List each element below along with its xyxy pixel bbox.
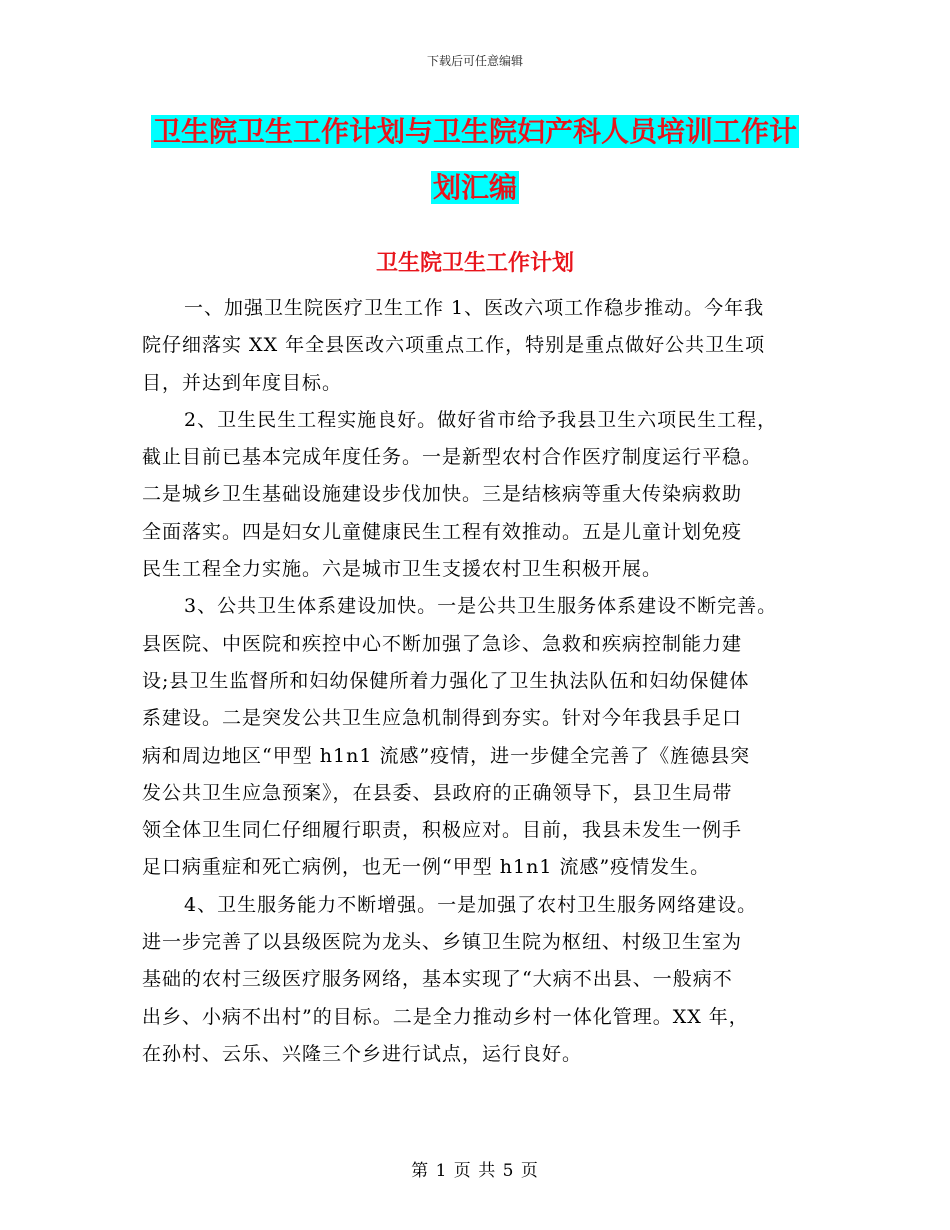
section-title: 卫生院卫生工作计划 xyxy=(375,251,574,276)
paragraph-line: 4、卫生服务能力不断增强。一是加强了农村卫生服务网络建设。 xyxy=(184,893,758,916)
paragraph-line: 3、公共卫生体系建设加快。一是公共卫生服务体系建设不断完善。 xyxy=(184,595,778,618)
paragraph-line: 一、加强卫生院医疗卫生工作 1、医改六项工作稳步推动。今年我 xyxy=(184,297,765,319)
paragraph-line: 出乡、小病不出村”的目标。二是全力推动乡村一体化管理。XX 年， xyxy=(142,1005,749,1028)
page-number-footer: 第 1 页 共 5 页 xyxy=(411,1161,539,1181)
paragraph-line: 目，并达到年度目标。 xyxy=(142,371,343,394)
paragraph-line: 进一步完善了以县级医院为龙头、乡镇卫生院为枢纽、村级卫生室为 xyxy=(142,931,743,954)
paragraph-line: 病和周边地区“甲型 h1n1 流感”疫情，进一步健全完善了《旌德县突 xyxy=(142,744,751,767)
page-header: 下载后可任意编辑 xyxy=(426,54,523,68)
document-title xyxy=(140,104,810,216)
paragraph-line: 设;县卫生监督所和妇幼保健所着力强化了卫生执法队伍和妇幼保健体 xyxy=(142,669,750,692)
paragraph-line: 系建设。二是突发公共卫生应急机制得到夯实。针对今年我县手足口 xyxy=(142,707,743,730)
paragraph-line: 发公共卫生应急预案》，在县委、县政府的正确领导下，县卫生局带 xyxy=(142,781,733,804)
document-title-line-2: 划汇编 xyxy=(432,171,517,204)
paragraph-line: 民生工程全力实施。六是城市卫生支援农村卫生积极开展。 xyxy=(142,558,663,581)
paragraph-line: 二是城乡卫生基础设施建设步伐加快。三是结核病等重大传染病救助 xyxy=(142,483,743,506)
paragraph-line: 足口病重症和死亡病例，也无一例“甲型 h1n1 流感”疫情发生。 xyxy=(142,856,711,879)
body-text xyxy=(142,290,822,1073)
paragraph-line: 院仔细落实 XX 年全县医改六项重点工作，特别是重点做好公共卫生项 xyxy=(142,334,766,357)
paragraph-line: 2、卫生民生工程实施良好。做好省市给予我县卫生六项民生工程， xyxy=(184,408,778,431)
paragraph-line: 领全体卫生同仁仔细履行职责，积极应对。目前，我县未发生一例手 xyxy=(142,819,743,842)
paragraph-line: 县医院、中医院和疾控中心不断加强了急诊、急救和疾病控制能力建 xyxy=(142,632,743,655)
document-title-line-1: 卫生院卫生工作计划与卫生院妇产科人员培训工作计 xyxy=(152,115,797,148)
paragraph-line: 全面落实。四是妇女儿童健康民生工程有效推动。五是儿童计划免疫 xyxy=(142,520,743,543)
paragraph-line: 在孙村、云乐、兴隆三个乡进行试点，运行良好。 xyxy=(142,1042,583,1065)
paragraph-line: 基础的农村三级医疗服务网络，基本实现了“大病不出县、一般病不 xyxy=(142,968,733,991)
paragraph-line: 截止目前已基本完成年度任务。一是新型农村合作医疗制度运行平稳。 xyxy=(142,446,763,469)
